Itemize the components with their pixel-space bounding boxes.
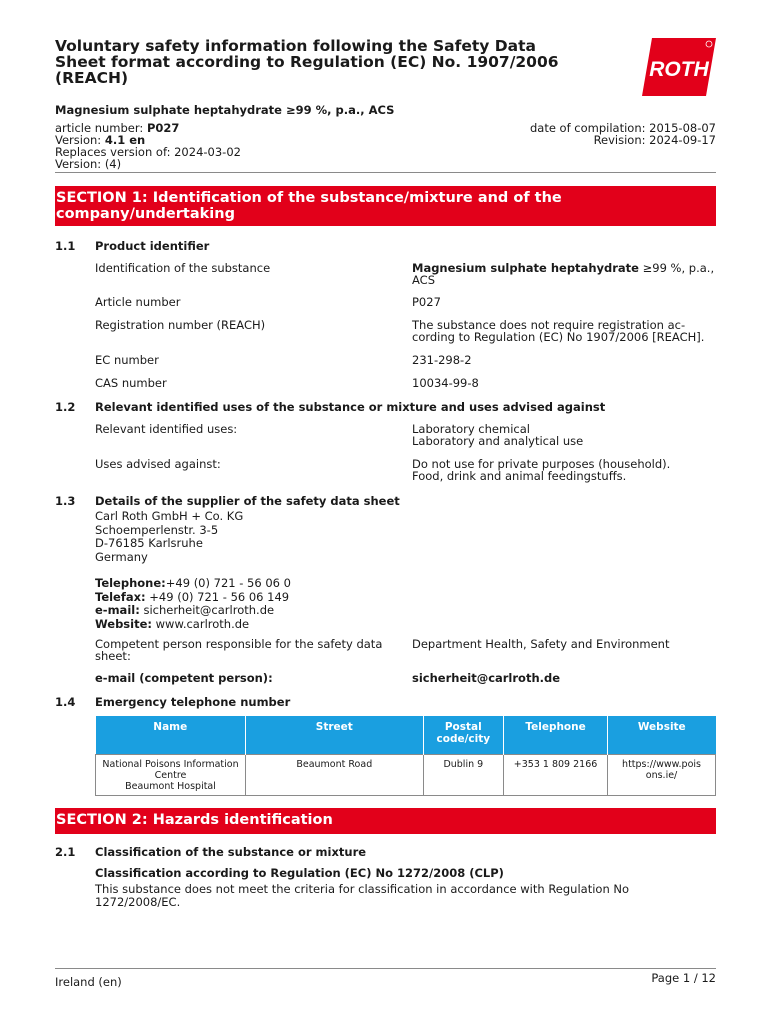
- field-value: The substance does not require registration ac- cording to Regulation (EC) No 1907/2006 [REACH].: [412, 318, 705, 344]
- field-value: P027: [412, 295, 441, 309]
- column-header: Postal code/city: [423, 716, 503, 755]
- field-value: Magnesium sulphate heptahydrate ≥99 %, p.a., ACS: [412, 261, 715, 287]
- email-value[interactable]: sicherheit@carlroth.de: [139, 603, 275, 617]
- field-label: Identification of the substance: [95, 261, 271, 275]
- document-meta-right: [530, 122, 716, 146]
- title-line: (REACH): [55, 69, 129, 87]
- roth-logo: [642, 38, 716, 96]
- revision-date: Revision: 2024-09-17: [593, 133, 716, 147]
- subsection-heading: Classification of the substance or mixture: [95, 845, 367, 859]
- competent-email[interactable]: sicherheit@carlroth.de: [412, 671, 561, 685]
- telephone-value: +49 (0) 721 - 56 06 0: [165, 576, 291, 590]
- table-cell[interactable]: https://www.pois ons.ie/: [608, 755, 716, 796]
- version-number: 4.1 en: [104, 133, 146, 147]
- telefax-value: +49 (0) 721 - 56 06 149: [145, 589, 290, 604]
- field-label: Registration number (REACH): [95, 318, 266, 332]
- subsection-heading: Product identifier: [95, 239, 210, 253]
- subsection-heading: Details of the supplier of the safety data sheet: [95, 494, 400, 508]
- table-row: [96, 755, 716, 796]
- replaces-version: Replaces version of: 2024-03-02: [55, 145, 241, 159]
- field-label: Uses advised against:: [95, 457, 221, 471]
- title-line: Sheet format according to Regulation (EC) No. 1907/2006: [55, 53, 559, 71]
- field-label: Competent person responsible for the safety data sheet:: [95, 637, 383, 663]
- footer-divider: [55, 968, 716, 969]
- table-cell: +353 1 809 2166: [504, 755, 608, 796]
- column-header: Name: [96, 716, 246, 755]
- version-count: Version: (4): [55, 157, 122, 171]
- field-label: e-mail (competent person):: [95, 671, 273, 685]
- table-cell: National Poisons Information Centre Beaumont Hospital: [96, 755, 246, 796]
- supplier-address: Carl Roth GmbH + Co. KG Schoemperlenstr. 3-5 D-76185 Karlsruhe Germany: [95, 509, 244, 564]
- subsection-number: 1.1: [55, 239, 76, 253]
- field-value: 231-298-2: [412, 353, 472, 367]
- emergency-contacts-table: [95, 716, 716, 796]
- field-label: Relevant identified uses:: [95, 422, 238, 436]
- table-header-row: [96, 716, 716, 755]
- document-meta-left: article number: P027 Version: 4.1 en Replaces version of: 2024-03-02 Version: (4): [55, 121, 241, 171]
- column-header: Website: [608, 716, 716, 755]
- subsection-number: 2.1: [55, 845, 76, 859]
- table-cell: Dublin 9: [423, 755, 503, 796]
- section-2-header: SECTION 2: Hazards identification: [55, 808, 716, 834]
- table-cell: Beaumont Road: [246, 755, 424, 796]
- subsection-number: 1.4: [55, 695, 76, 709]
- footer-country: Ireland (en): [55, 975, 122, 989]
- subsection-heading: Relevant identified uses of the substance or mixture and uses advised against: [95, 400, 606, 414]
- column-header: Street: [246, 716, 424, 755]
- product-name: Magnesium sulphate heptahydrate ≥99 %, p.a., ACS: [55, 103, 395, 117]
- subsection-number: 1.3: [55, 494, 76, 508]
- field-value: Department Health, Safety and Environment: [412, 637, 670, 651]
- website-value[interactable]: www.carlroth.de: [152, 616, 250, 631]
- subsection-heading: Emergency telephone number: [95, 695, 291, 709]
- page-number: Page 1 / 12: [651, 971, 716, 985]
- field-value: Do not use for private purposes (household). Food, drink and animal feedingstuffs.: [412, 457, 671, 483]
- column-header: Telephone: [504, 716, 608, 755]
- document-title: [55, 38, 575, 86]
- supplier-contacts: Telephone:+49 (0) 721 - 56 06 0 Telefax: +49 (0) 721 - 56 06 149 e-mail: sicherheit@carlroth.de Website: www.carlroth.de: [95, 576, 291, 631]
- clp-classification: Classification according to Regulation (EC) No 1272/2008 (CLP) This substance does not meet the criteria for classification in accordance with Regulation No 1272/2008/EC.: [95, 866, 630, 909]
- field-label: CAS number: [95, 376, 167, 390]
- field-value: Laboratory chemical Laboratory and analytical use: [412, 422, 584, 448]
- field-value: 10034-99-8: [412, 376, 479, 390]
- title-line: Voluntary safety information following the Safety Data: [55, 37, 536, 55]
- article-number: P027: [146, 121, 180, 135]
- divider: [55, 172, 716, 173]
- subsection-number: 1.2: [55, 400, 76, 414]
- compilation-date: date of compilation: 2015-08-07: [529, 121, 716, 135]
- svg-text:ROTH: ROTH: [649, 58, 709, 81]
- section-1-header: SECTION 1: Identification of the substance/mixture and of the company/undertaking: [55, 186, 716, 226]
- field-label: EC number: [95, 353, 159, 367]
- field-label: Article number: [95, 295, 181, 309]
